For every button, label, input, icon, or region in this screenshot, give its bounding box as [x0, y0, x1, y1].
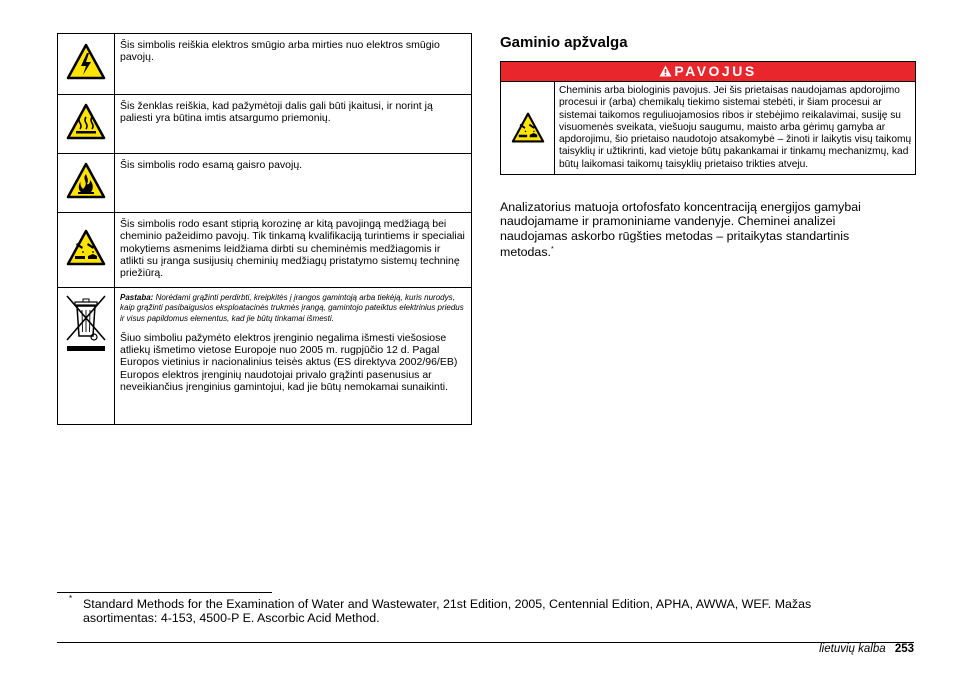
footer-divider [57, 642, 914, 643]
note [120, 293, 466, 324]
note-label: Pastaba: [120, 293, 154, 302]
symbol-icon-cell [58, 154, 115, 213]
warning-triangle-icon [659, 65, 672, 77]
footnote-text: Standard Methods for the Examination of Water and Wastewater, 21st Edition, 2005, Centennial Edition, APHA, AWWA, WEF. Mažas asortimentas: 4-153, 4500-P E. Ascorbic Acid Method. [83, 597, 812, 626]
danger-text: Cheminis arba biologinis pavojus. Jei šis prietaisas naudojamas apdorojimo procesui ir (arba) chemikalų tiekimo sistemai stebėti, ir šiam procesui ar sistemai taikomos reguliuojamosios ribos ir stebėjimo reikalavimai, susiję su visuomenės sveikata, viešuoju saugumu, maisto arba gėrimų gamyba ar apdorojimu, šio prietaiso naudotojo atsakomybė – žinoti ir laikytis visų taikomų taisyklių ir užtikrinti, kad vietoje būtų pakankamai ir tinkamų mechanizmų, kad būtų laikomasi taikomų taisyklių prietaiso trikties atveju. [559, 85, 912, 170]
danger-header-label: PAVOJUS [674, 63, 757, 79]
section-title: Gaminio apžvalga [500, 34, 628, 51]
symbol-icon-cell [58, 95, 115, 154]
footnote-mark: * [69, 594, 73, 603]
symbol-icon-cell [58, 34, 115, 95]
electric-shock-icon [66, 43, 106, 81]
corrosive-icon [66, 229, 106, 267]
crossed-bin-icon [63, 292, 109, 354]
symbol-description: Šis ženklas reiškia, kad pažymėtoji dalis gali būti įkaitusi, ir norint ją paliesti yra būtina imtis atsargumo priemonių. [115, 95, 472, 154]
symbol-description: Šis simbolis rodo esant stiprią korozinę ar kitą pavojingą medžiagą bei cheminio pažeidimo pavojų. Tik tinkamą kvalifikaciją turintiems ir specialiai mokytiems asmenims leidžiama dirbti su cheminėmis medžiagomis ir atlikti su įranga susijusių cheminių medžiagų pristatymo sistemų techninę priežiūrą. [115, 213, 472, 288]
chemical-hazard-icon [511, 112, 545, 144]
overview-text: Analizatorius matuoja ortofosfato koncentraciją energijos gamybai naudojamame ir pramoniniame vandenyje. Cheminei analizei naudojamas askorbo rūgšties metodas – pritaikytas standartinis metodas. [500, 200, 861, 260]
page-footer [819, 643, 914, 655]
overview-paragraph [500, 200, 900, 259]
note-text: Norėdami grąžinti perdirbti, kreipkitės į įrangos gamintoją arba tiekėją, kuris nurodys, kaip grąžinti pasibaigusios eksploatacinės trukmės įrangą, gamintojo pateiktus elektrinius priedus ir visus papildomus elementus, kad jie būtų tinkamai išmesti. [120, 293, 464, 323]
page-number: 253 [894, 643, 914, 655]
symbol-description: Šiuo simboliu pažymėto elektros įrenginio negalima išmesti viešosiose atliekų išmetimo vietose Europoje nuo 2005 m. rugpjūčio 12 d. Pagal Europos vietinius ir nacionalinius teisės aktus (ES direktyva 2002/96/EB) Europos elektros įrenginių naudotojai privalo grąžinti pasenusius ar neveikiančius įrenginius gamintojui, kad jie būtų nemokamai sunaikinti. [120, 331, 458, 394]
danger-icon-cell [501, 82, 555, 174]
symbol-description: Šis simbolis reiškia elektros smūgio arba mirties nuo elektros smūgio pavojų. [115, 34, 472, 95]
footnote-divider [57, 592, 272, 593]
footnote-reference: * [550, 245, 554, 253]
hot-surface-icon [66, 103, 106, 141]
symbol-icon-cell [58, 213, 115, 288]
fire-icon [66, 162, 106, 200]
danger-row [501, 82, 915, 174]
danger-header [501, 62, 915, 82]
symbol-icon-cell [58, 288, 115, 425]
danger-box [500, 61, 916, 175]
symbol-description: Šis simbolis rodo esamą gaisro pavojų. [115, 154, 472, 213]
weee-cell [115, 288, 472, 425]
footer-language: lietuvių kalba [819, 643, 886, 655]
symbols-table [57, 33, 472, 425]
